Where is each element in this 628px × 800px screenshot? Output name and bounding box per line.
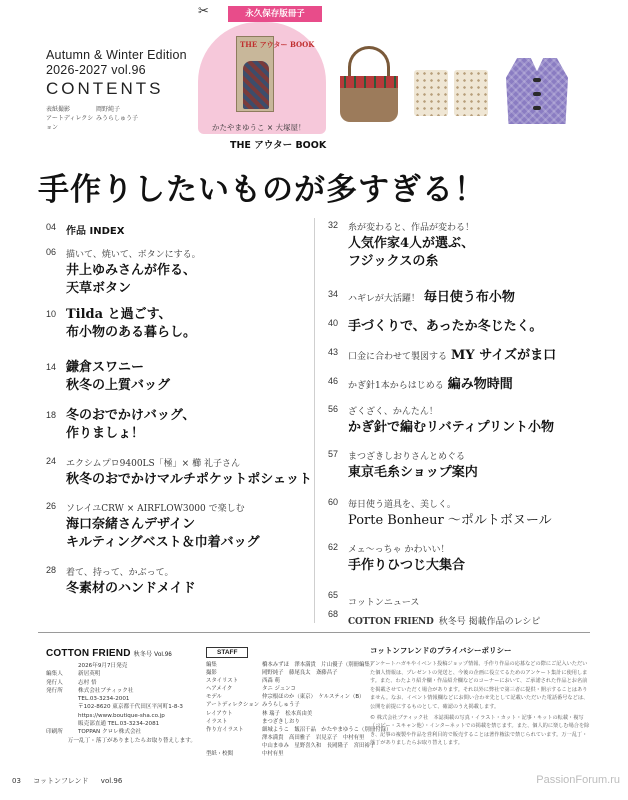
staff-tag: STAFF [206, 647, 248, 658]
imprint-key [46, 737, 62, 745]
staff-role: イラスト [206, 718, 228, 725]
toc-page-number: 18 [46, 410, 57, 420]
toc-title-line: 人気作家4人が選ぶ、 [348, 236, 475, 251]
toc-inline [348, 286, 515, 305]
toc-subtitle: メェ〜っちゃ かわいい！ [348, 545, 450, 555]
toc-page-number: 62 [328, 542, 339, 552]
feature-book-tab: 永久保存版冊子 [228, 6, 322, 22]
imprint-value: 〒102-8620 東京都千代田区平河町1-8-3 [78, 704, 183, 711]
imprint-value: TEL.03-3234-2001 [78, 696, 130, 703]
staff-names: 橋本みずほ 澤本満貴 片山優子（別冊編集） [262, 662, 376, 668]
credit-name: 岡野純子 [96, 106, 121, 113]
toc-subtitle: エクシムプロ9400LS「極」× 櫛 礼子さん [66, 459, 240, 469]
staff-row [206, 669, 391, 677]
toc-subtitle: 毎日使う道具を、美しく。 [348, 500, 456, 510]
toc-subtitle: 着て、持って、かぶって。 [66, 568, 174, 578]
toc-title-line: 海口奈緒さんデザイン [66, 517, 196, 532]
toc-title-line: Tilda と過ごす、 [66, 307, 172, 322]
toc-page-number: 28 [46, 565, 57, 575]
privacy-policy-text [370, 660, 592, 750]
toc-title-line: 天草ボタン [66, 281, 132, 296]
toc-inline [66, 219, 124, 238]
toc-subtitle: 口金に合わせて製図する [348, 352, 448, 362]
toc-subtitle: ハギレが大活躍！ [348, 294, 420, 304]
toc-subtitle: 糸が変わると、作品が変わる！ [348, 223, 475, 233]
toc-inline [348, 315, 542, 334]
staff-row [206, 718, 391, 726]
feature-book-title: THE アウター BOOK [230, 140, 327, 151]
site-watermark: PassionForum.ru [536, 774, 620, 786]
toc-title-line: かぎ針で編むリバティプリント小物 [348, 420, 555, 435]
toc-page-number: 65 [328, 590, 339, 600]
toc-subtitle: まつざきしおりさんとめぐる [348, 452, 466, 462]
toc-page-number: 24 [46, 456, 57, 466]
toc-title-line: 作りましょ！ [66, 426, 145, 441]
section-divider [38, 632, 590, 633]
imprint-row [46, 720, 196, 728]
staff-names: 中村有里 [262, 751, 284, 758]
staff-row [206, 661, 391, 669]
staff-role: アートディレクション [206, 702, 260, 709]
toc-page-number: 14 [46, 362, 57, 372]
staff-role: 型紙・校閲 [206, 751, 233, 758]
staff-row [206, 701, 391, 709]
staff-role: 編集 [206, 662, 217, 668]
book-cover-title: THE アウター BOOK [240, 40, 315, 49]
toc-page-number: 10 [46, 309, 57, 319]
imprint-row [46, 670, 196, 678]
book-cover-photo [243, 61, 269, 109]
toc-title-line: Porte Bonheur ～ポルトボヌール [348, 513, 552, 528]
knit-cuff [454, 70, 488, 116]
toc-title-line: キルティングベスト＆巾着バッグ [66, 535, 260, 550]
toc-page-number: 60 [328, 497, 339, 507]
staff-role [206, 742, 262, 750]
toc-page-number: 40 [328, 318, 339, 328]
privacy-paragraph: © 株式会社ブティック社 本誌掲載の写真・イラスト・カット・記事・キットの転載・複写（コピー・スキャン他）・インターネットでの掲載を禁じます。また、個人的に楽しむ場合を除き、記事の複製や作品を営利目的で販売することは著作権法で禁じられています。万一乱丁・落丁がありましたらお取り替えします。 [370, 714, 590, 747]
toc-subtitle: 描いて、焼いて、ボタンにする。 [66, 250, 201, 260]
toc-title-line: フジックスの糸 [348, 254, 439, 269]
page-headline: 手作りしたいものが多すぎる！ [38, 172, 486, 208]
staff-role: モデル [206, 694, 222, 701]
staff-list [206, 661, 391, 758]
staff-row [206, 693, 391, 701]
imprint-value: 株式会社ブティック社 [78, 687, 134, 694]
logo-text: COTTON FRIEND [46, 648, 131, 659]
staff-row [206, 750, 391, 758]
folio-magazine-name: コットンフレンド [33, 777, 89, 785]
imprint-row [46, 695, 196, 703]
vest-ribbon [533, 106, 541, 110]
knit-cuffs-photo [414, 70, 490, 116]
staff-role: 作り方イラスト [206, 726, 244, 733]
toc-subtitle: コットンニュース [348, 598, 420, 608]
toc-inline [348, 344, 556, 363]
staff-names: みうらしゅう子 [262, 702, 300, 709]
staff-role: 撮影 [206, 670, 217, 677]
staff-role: レイアウト [206, 710, 233, 717]
imprint-row [46, 679, 196, 687]
imprint-key [46, 720, 72, 728]
imprint-value: https://www.boutique-sha.co.jp [78, 712, 165, 719]
cotton-friend-logo [46, 648, 172, 659]
imprint-key: 印刷所 [46, 729, 63, 736]
imprint-row [46, 737, 196, 745]
scissors-icon: ✂ [198, 4, 209, 19]
staff-names: タニ ジュンコ [262, 686, 296, 693]
staff-row [206, 726, 391, 734]
toc-page-number: 04 [46, 222, 57, 232]
staff-row [206, 685, 391, 693]
credit-role: アートディレクション [46, 115, 94, 131]
toc-title-line: 井上ゆみさんが作る、 [66, 263, 197, 278]
imprint-key [46, 662, 72, 670]
toc-title-line: 東京毛糸ショップ案内 [348, 465, 478, 480]
toc-subtitle: 秋冬号 掲載作品のレシピ [438, 617, 541, 627]
toc-subtitle: ざくざく、かんたん！ [348, 407, 438, 417]
imprint-key: 発行人 [46, 679, 63, 686]
bag-plaid-band [340, 76, 398, 88]
staff-names: 中山まゆみ 星野喜久和 長岡隆子 宮田裕子 [262, 742, 376, 749]
imprint-key [46, 712, 72, 720]
imprint-row [46, 703, 196, 711]
imprint-row [46, 712, 196, 720]
imprint-value: 新居英明 [78, 671, 101, 678]
page-footer [12, 776, 132, 786]
staff-role [206, 734, 262, 742]
toc-page-number: 57 [328, 449, 339, 459]
toc-title-line: 布小物のある暮らし。 [66, 325, 197, 340]
imprint-key [46, 703, 72, 711]
toc-title-line: 冬のおでかけバッグ、 [66, 408, 196, 423]
imprint-value: 2026年9月7日発売 [78, 663, 128, 669]
imprint-row [46, 662, 196, 670]
column-divider [314, 218, 315, 623]
credit-name: みうらしゅう子 [96, 115, 139, 122]
staff-names: まつざきしおり [262, 718, 300, 725]
imprint-key: 編集人 [46, 671, 63, 678]
imprint-key [46, 695, 72, 703]
staff-role: スタイリスト [206, 678, 239, 685]
toc-page-number: 26 [46, 501, 57, 511]
toc-title-line: 手作りひつじ大集合 [348, 558, 466, 573]
imprint-value: 万一乱丁・落丁がありましたらお取り替えします。 [67, 737, 196, 744]
credit-role: 表紙撮影 [46, 106, 71, 113]
staff-names: 林 瑞子 松本真由美 [262, 710, 313, 717]
edition-label [46, 48, 187, 78]
toc-page-number: 32 [328, 220, 339, 230]
toc-inline [348, 590, 419, 609]
staff-row [206, 710, 391, 718]
imprint-key: 発行所 [46, 687, 63, 694]
toc-title: 毎日使う布小物 [423, 290, 515, 305]
toc-title-line: 鎌倉スワニー [66, 360, 145, 375]
toc-title: MY サイズがま口 [451, 348, 557, 363]
vest-ribbon [533, 92, 541, 96]
imprint-value: 志村 悟 [78, 679, 97, 686]
toc-page-number: 56 [328, 404, 339, 414]
knit-cuff [414, 70, 448, 116]
toc-page-number: 43 [328, 347, 339, 357]
staff-names: 岡野純子 藤尾良太 斎藤昌子 [262, 670, 338, 677]
imprint-row [46, 687, 196, 695]
folio-page-number: 03 [12, 777, 21, 785]
toc-inline [348, 609, 540, 628]
imprint-value: TOPPAN クロレ株式会社 [78, 729, 142, 736]
staff-row [206, 734, 391, 742]
staff-row [206, 677, 391, 685]
edition-volume: 2026-2027 vol.96 [46, 63, 146, 77]
staff-row [206, 742, 391, 750]
quilted-vest-photo [506, 52, 568, 124]
privacy-policy-title: コットンフレンドのプライバシーポリシー [370, 646, 512, 655]
privacy-paragraph: アンケートハガキやイベント投稿ジョップ情報、手作り作品の応募などの際にご記入いただいた個人情報は、プレゼントの発送と、今後の企画に役立てるためのアンケート集計に使用します。また、わたより紹介欄・作品紹介欄などのコーナーにおいて、ご承諾された作品とお名前を掲載させていただく場合があります。それ以外に弊社で第三者に提供・開示することはありません。なお、イベント情報欄などにお問い合わせ先として記載いただいた電話番号などは、公開を前提にするものとして、確認のうえ掲載します。 [370, 661, 589, 710]
folio-volume: vol.96 [100, 777, 123, 785]
imprint-value: 販売部直通 TEL.03-3234-2081 [78, 721, 160, 728]
toc-page-number: 46 [328, 376, 339, 386]
tote-bag-photo [340, 46, 398, 122]
toc-page-number: 06 [46, 247, 57, 257]
edition-season: Autumn & Winter Edition [46, 48, 187, 62]
toc-inline [348, 373, 513, 392]
toc-title: 作品 INDEX [66, 226, 125, 237]
staff-role: ヘアメイク [206, 686, 233, 693]
toc-title: 編み物時間 [447, 377, 513, 392]
staff-names: 西森 萌 [262, 678, 280, 685]
toc-title-line: 冬素材のハンドメイド [66, 581, 196, 596]
toc-title: 手づくりで、あったか冬じたく。 [348, 319, 543, 334]
toc-page-number: 34 [328, 289, 339, 299]
vest-body [506, 58, 568, 124]
toc-subtitle: かぎ針1本からはじめる [348, 381, 444, 391]
imprint-row [46, 728, 196, 736]
toc-title-line: 秋冬の上質バッグ [66, 378, 171, 393]
imprint-block [46, 662, 196, 745]
feature-book-cover[interactable] [236, 36, 315, 112]
toc-title-line: 秋冬のおでかけマルチポケットポシェット [66, 472, 312, 487]
staff-names: 澤本満貴 高田雅子 岩見京子 中村有里 [262, 734, 365, 741]
toc-subtitle: ソレイユCRW × AIRFLOW3000 で楽しむ [66, 504, 245, 514]
toc-page-number: 68 [328, 609, 339, 619]
cotton-friend-badge: COTTON FRIEND [348, 617, 434, 627]
feature-book-caption: かたやまゆうこ × 大塚屋！ [212, 123, 306, 132]
logo-subtext: 秋冬号 Vol.96 [133, 652, 172, 658]
cover-credits [46, 105, 156, 132]
staff-names: 細城ようこ 飯沼千晶 かたやまゆうこ（別冊付録） [262, 726, 392, 733]
vest-ribbon [533, 78, 541, 82]
contents-heading: CONTENTS [46, 79, 164, 98]
staff-names: 仲宗根ほのか（東京） ケルスティン（B） [262, 694, 365, 701]
